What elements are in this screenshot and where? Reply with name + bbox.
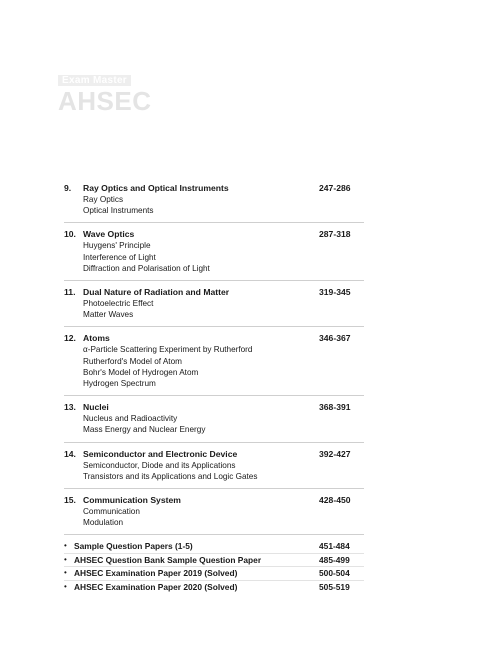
topic-item: Optical Instruments — [83, 206, 154, 216]
chapter-page-range: 247-286 — [319, 183, 351, 193]
topic-list — [83, 460, 364, 482]
extra-page-range: 451-484 — [319, 541, 350, 552]
toc-chapter — [64, 182, 364, 222]
toc-extra-row — [64, 581, 364, 594]
chapter-heading — [64, 286, 364, 298]
topic-item: Hydrogen Spectrum — [83, 379, 156, 389]
chapter-title: Nuclei — [83, 402, 109, 413]
extra-title: Sample Question Papers (1-5) — [74, 541, 193, 552]
toc-chapter — [64, 326, 364, 395]
topic-list — [83, 194, 364, 216]
extra-title: AHSEC Examination Paper 2019 (Solved) — [74, 568, 238, 579]
chapter-heading — [64, 401, 364, 413]
chapter-heading — [64, 494, 364, 506]
topic-list — [83, 413, 364, 435]
topic-item: Bohr's Model of Hydrogen Atom — [83, 367, 199, 377]
extra-title: AHSEC Question Bank Sample Question Paper — [74, 554, 262, 565]
topic-item: Nucleus and Radioactivity — [83, 414, 178, 424]
topic-item: Photoelectric Effect — [83, 299, 154, 309]
chapter-number: 13. — [64, 402, 76, 413]
chapter-number: 10. — [64, 229, 76, 240]
topic-list — [83, 506, 364, 528]
topic-item: Diffraction and Polarisation of Light — [83, 263, 210, 273]
topic-item: α-Particle Scattering Experiment by Rutherford — [83, 345, 253, 355]
toc-extra-row — [64, 540, 364, 554]
topic-list — [83, 344, 364, 389]
toc-extra-row — [64, 554, 364, 568]
extra-title: AHSEC Examination Paper 2020 (Solved) — [74, 581, 238, 592]
watermark-logo — [58, 70, 158, 114]
toc-chapter — [64, 280, 364, 326]
topic-item: Communication — [83, 507, 140, 517]
topic-item: Mass Energy and Nuclear Energy — [83, 425, 206, 435]
chapter-title: Wave Optics — [83, 229, 135, 240]
toc-extra-row — [64, 567, 364, 581]
topic-item: Semiconductor, Diode and its Applications — [83, 460, 236, 470]
chapter-number: 9. — [64, 183, 72, 193]
extra-page-range: 505-519 — [319, 581, 350, 592]
chapter-heading — [64, 332, 364, 344]
chapter-page-range: 392-427 — [319, 448, 351, 459]
chapter-page-range: 319-345 — [319, 287, 351, 298]
chapter-title: Communication System — [83, 495, 181, 506]
bullet-icon: • — [64, 541, 67, 551]
watermark-title: AHSEC — [58, 86, 152, 116]
chapter-page-range: 368-391 — [319, 402, 351, 413]
topic-list — [83, 298, 364, 320]
chapter-page-range: 287-318 — [319, 229, 351, 240]
toc-chapter — [64, 442, 364, 488]
chapter-page-range: 346-367 — [319, 333, 351, 344]
chapter-number: 12. — [64, 333, 76, 344]
bullet-icon: • — [64, 554, 67, 564]
topic-item: Ray Optics — [83, 195, 124, 204]
watermark-subtitle: Exam Master — [58, 75, 131, 86]
toc-chapter — [64, 488, 364, 534]
topic-item: Huygens' Principle — [83, 241, 151, 251]
chapter-page-range: 428-450 — [319, 495, 351, 506]
topic-item: Modulation — [83, 518, 124, 528]
table-of-contents — [64, 182, 364, 593]
extras-list — [64, 534, 364, 593]
topic-item: Matter Waves — [83, 310, 134, 320]
toc-chapter — [64, 222, 364, 280]
topic-list — [83, 240, 364, 274]
bullet-icon: • — [64, 568, 67, 578]
chapter-heading — [64, 228, 364, 240]
extra-page-range: 485-499 — [319, 554, 350, 565]
chapter-heading — [64, 182, 364, 194]
chapter-title: Dual Nature of Radiation and Matter — [83, 287, 230, 298]
toc-chapter — [64, 395, 364, 441]
chapter-number: 15. — [64, 495, 76, 506]
extra-page-range: 500-504 — [319, 568, 350, 579]
chapter-title: Semiconductor and Electronic Device — [83, 448, 238, 459]
chapter-number: 11. — [64, 287, 76, 298]
bullet-icon: • — [64, 581, 67, 591]
chapter-title: Atoms — [83, 333, 110, 344]
topic-item: Rutherford's Model of Atom — [83, 356, 182, 366]
chapter-heading — [64, 448, 364, 460]
chapter-number: 14. — [64, 448, 76, 459]
topic-item: Interference of Light — [83, 252, 156, 262]
topic-item: Transistors and its Applications and Logic Gates — [83, 471, 258, 481]
chapter-list — [64, 182, 364, 534]
chapter-title: Ray Optics and Optical Instruments — [83, 183, 229, 193]
